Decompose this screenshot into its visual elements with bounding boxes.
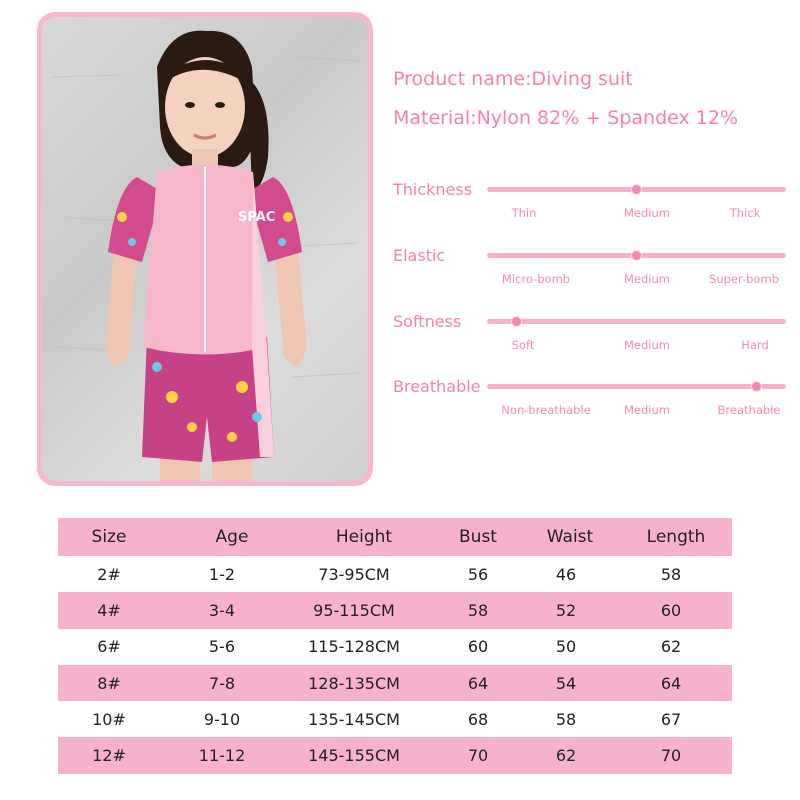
table-row — [58, 556, 732, 592]
cell-height: 73-95CM — [318, 564, 390, 584]
cell-age: 11-12 — [198, 746, 246, 766]
cell-age: 7-8 — [208, 673, 236, 693]
slider-tick: Soft — [511, 338, 535, 352]
table-row — [58, 629, 732, 665]
cell-height: 135-145CM — [308, 709, 400, 729]
size-table — [58, 518, 732, 774]
cell-age: 5-6 — [208, 637, 236, 657]
cell-length: 67 — [660, 709, 682, 729]
slider-label: Thickness — [393, 180, 473, 199]
slider-tick: Hard — [741, 338, 769, 352]
header-bust: Bust — [459, 527, 497, 547]
cell-age: 1-2 — [208, 564, 236, 584]
slider-label: Softness — [393, 312, 462, 331]
slider-track — [487, 384, 786, 389]
model-illustration — [42, 17, 368, 481]
slider-tick: Super-bomb — [709, 272, 779, 286]
cell-waist: 58 — [555, 709, 577, 729]
chest-logo: SPAC — [238, 210, 276, 225]
cell-size: 8# — [97, 673, 121, 693]
cell-height: 145-155CM — [308, 746, 400, 766]
cell-size: 12# — [92, 746, 126, 766]
product-material: Material:Nylon 82% + Spandex 12% — [393, 107, 738, 129]
cell-waist: 46 — [555, 564, 577, 584]
cell-bust: 68 — [467, 709, 489, 729]
slider-label: Elastic — [393, 246, 446, 265]
table-row — [58, 737, 732, 773]
cell-waist: 54 — [555, 673, 577, 693]
product-photo — [42, 17, 368, 481]
product-photo-frame — [37, 12, 373, 486]
slider-tick: Medium — [624, 206, 670, 220]
cell-length: 62 — [660, 637, 682, 657]
cell-size: 2# — [97, 564, 121, 584]
cell-bust: 60 — [467, 637, 489, 657]
product-name: Product name:Diving suit — [393, 68, 633, 90]
slider-knob — [631, 250, 642, 261]
table-row — [58, 665, 732, 701]
cell-waist: 50 — [555, 637, 577, 657]
cell-bust: 64 — [467, 673, 489, 693]
cell-height: 128-135CM — [308, 673, 400, 693]
slider-tick: Thick — [729, 206, 761, 220]
cell-length: 58 — [660, 564, 682, 584]
cell-length: 60 — [660, 600, 682, 620]
cell-age: 9-10 — [203, 709, 241, 729]
slider-tick: Thin — [511, 206, 537, 220]
cell-size: 10# — [92, 709, 126, 729]
slider-tick: Medium — [624, 403, 670, 417]
cell-size: 4# — [97, 600, 121, 620]
cell-length: 70 — [660, 746, 682, 766]
cell-bust: 70 — [467, 746, 489, 766]
cell-bust: 56 — [467, 564, 489, 584]
cell-age: 3-4 — [208, 600, 236, 620]
header-length: Length — [646, 527, 706, 547]
cell-length: 64 — [660, 673, 682, 693]
header-height: Height — [335, 527, 393, 547]
table-row — [58, 701, 732, 737]
slider-tick: Medium — [624, 272, 670, 286]
slider-knob — [751, 381, 762, 392]
cell-height: 115-128CM — [308, 637, 400, 657]
slider-tick: Non-breathable — [501, 403, 591, 417]
slider-knob — [631, 184, 642, 195]
cell-waist: 62 — [555, 746, 577, 766]
header-size: Size — [91, 527, 127, 547]
table-row — [58, 592, 732, 628]
slider-label: Breathable — [393, 377, 481, 396]
header-waist: Waist — [546, 527, 594, 547]
slider-track — [487, 187, 786, 192]
cell-bust: 58 — [467, 600, 489, 620]
header-age: Age — [215, 527, 249, 547]
slider-tick: Micro-bomb — [501, 272, 571, 286]
cell-waist: 52 — [555, 600, 577, 620]
slider-knob — [511, 316, 522, 327]
slider-track — [487, 319, 786, 324]
slider-tick: Breathable — [717, 403, 781, 417]
slider-tick: Medium — [624, 338, 670, 352]
cell-height: 95-115CM — [313, 600, 395, 620]
cell-size: 6# — [97, 637, 121, 657]
table-header-row — [58, 518, 732, 556]
slider-track — [487, 253, 786, 258]
